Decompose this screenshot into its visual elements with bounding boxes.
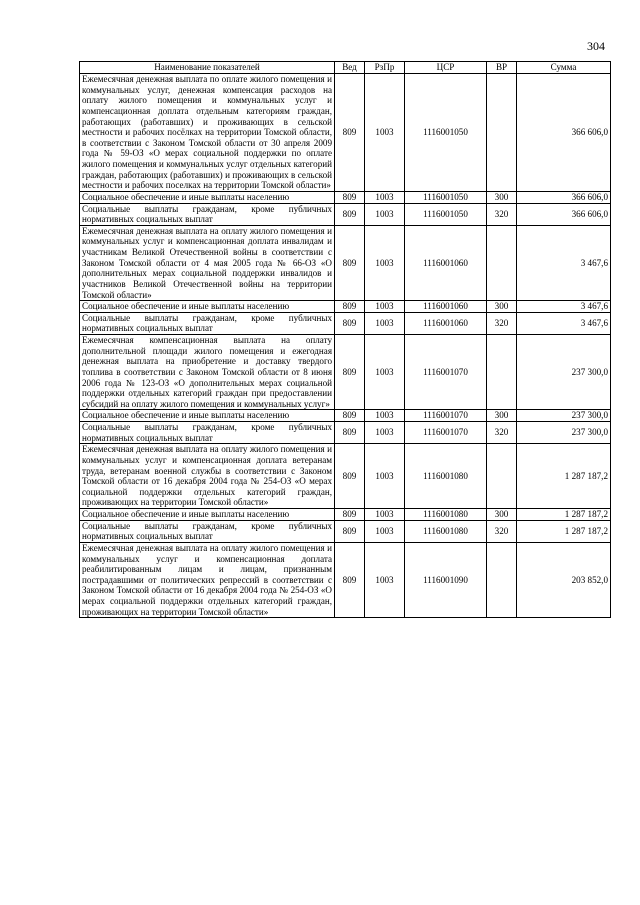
cell-name: Социальное обеспечение и иные выплаты населению: [80, 191, 335, 203]
cell-name: Социальные выплаты гражданам, кроме публичных нормативных социальных выплат: [80, 203, 335, 225]
cell-csr: 1116001050: [405, 203, 487, 225]
cell-csr: 1116001060: [405, 225, 487, 300]
cell-sum: 1 287 187,2: [517, 520, 611, 542]
cell-csr: 1116001050: [405, 74, 487, 192]
table-row: [80, 542, 611, 617]
header-csr: ЦСР: [405, 62, 487, 74]
cell-vr: 320: [487, 312, 517, 334]
header-vr: ВР: [487, 62, 517, 74]
cell-rzpr: 1003: [365, 312, 405, 334]
cell-ved: 809: [335, 542, 365, 617]
cell-rzpr: 1003: [365, 509, 405, 521]
cell-vr: [487, 74, 517, 192]
cell-sum: 203 852,0: [517, 542, 611, 617]
cell-name: Ежемесячная компенсационная выплата на оплату дополнительной площади жилого помещения и ежегодная денежная выплата на приобретение и доставку твердого топлива в соответствии с Законом Томской области от 8 июня 2006 года № 123-ОЗ «О дополнительных мерах социальной поддержки отдельных категорий граждан при предоставлении субсидий на оплату жилого помещения и коммунальных услуг»: [80, 335, 335, 410]
cell-vr: 320: [487, 422, 517, 444]
cell-csr: 1116001080: [405, 520, 487, 542]
cell-csr: 1116001060: [405, 312, 487, 334]
cell-vr: 300: [487, 301, 517, 313]
cell-name: Социальные выплаты гражданам, кроме публичных нормативных социальных выплат: [80, 520, 335, 542]
cell-ved: 809: [335, 74, 365, 192]
cell-ved: 809: [335, 422, 365, 444]
cell-sum: 1 287 187,2: [517, 444, 611, 509]
cell-name: Ежемесячная денежная выплата по оплате жилого помещения и коммунальных услуг, денежная компенсация расходов на оплату жилого помещения и коммунальных услуг и компенсационная доплата отдельным категориям граждан, работающих (работавших) и проживающих в сельской местности и рабочих посёлках на территории Томской области, в соответствии с Законом Томской области от 30 апреля 2009 года № 59-ОЗ «О мерах социальной поддержки по оплате жилого помещения и коммунальных услуг отдельных категорий граждан, работающих (работавших) и проживающих в сельской местности и рабочих поселках на территории Томской области»: [80, 74, 335, 192]
cell-rzpr: 1003: [365, 203, 405, 225]
cell-vr: 300: [487, 410, 517, 422]
cell-vr: 300: [487, 191, 517, 203]
cell-vr: 300: [487, 509, 517, 521]
cell-csr: 1116001090: [405, 542, 487, 617]
header-rzpr: РзПр: [365, 62, 405, 74]
cell-csr: 1116001060: [405, 301, 487, 313]
cell-ved: 809: [335, 225, 365, 300]
table-header-row: [80, 62, 611, 74]
cell-ved: 809: [335, 191, 365, 203]
cell-csr: 1116001080: [405, 509, 487, 521]
cell-sum: 366 606,0: [517, 203, 611, 225]
cell-sum: 366 606,0: [517, 74, 611, 192]
cell-sum: 237 300,0: [517, 335, 611, 410]
cell-ved: 809: [335, 203, 365, 225]
cell-rzpr: 1003: [365, 301, 405, 313]
cell-rzpr: 1003: [365, 444, 405, 509]
cell-vr: 320: [487, 520, 517, 542]
cell-sum: 1 287 187,2: [517, 509, 611, 521]
table-row: [80, 203, 611, 225]
cell-sum: 3 467,6: [517, 312, 611, 334]
cell-sum: 3 467,6: [517, 301, 611, 313]
cell-csr: 1116001080: [405, 444, 487, 509]
cell-rzpr: 1003: [365, 335, 405, 410]
cell-vr: 320: [487, 203, 517, 225]
table-row: [80, 509, 611, 521]
table-row: [80, 410, 611, 422]
cell-name: Социальное обеспечение и иные выплаты населению: [80, 509, 335, 521]
cell-csr: 1116001050: [405, 191, 487, 203]
cell-sum: 237 300,0: [517, 422, 611, 444]
cell-rzpr: 1003: [365, 520, 405, 542]
cell-rzpr: 1003: [365, 225, 405, 300]
cell-vr: [487, 444, 517, 509]
budget-table: [79, 61, 611, 618]
cell-ved: 809: [335, 335, 365, 410]
header-sum: Сумма: [517, 62, 611, 74]
cell-name: Социальные выплаты гражданам, кроме публичных нормативных социальных выплат: [80, 422, 335, 444]
cell-vr: [487, 335, 517, 410]
cell-rzpr: 1003: [365, 74, 405, 192]
cell-ved: 809: [335, 301, 365, 313]
table-row: [80, 312, 611, 334]
cell-rzpr: 1003: [365, 410, 405, 422]
table-row: [80, 335, 611, 410]
cell-name: Социальное обеспечение и иные выплаты населению: [80, 301, 335, 313]
cell-name: Социальное обеспечение и иные выплаты населению: [80, 410, 335, 422]
table-row: [80, 422, 611, 444]
cell-csr: 1116001070: [405, 410, 487, 422]
cell-sum: 366 606,0: [517, 191, 611, 203]
cell-ved: 809: [335, 312, 365, 334]
cell-rzpr: 1003: [365, 191, 405, 203]
cell-rzpr: 1003: [365, 542, 405, 617]
cell-vr: [487, 225, 517, 300]
cell-ved: 809: [335, 410, 365, 422]
page-number: 304: [587, 39, 605, 53]
cell-name: Ежемесячная денежная выплата на оплату жилого помещения и коммунальных услуг и компенсационная доплата ветеранам труда, ветеранам военной службы в соответствии с Законом Томской области от 16 декабря 2004 года № 254-ОЗ «О мерах социальной поддержки отдельных категорий граждан, проживающих на территории Томской области»: [80, 444, 335, 509]
cell-vr: [487, 542, 517, 617]
header-ved: Вед: [335, 62, 365, 74]
cell-csr: 1116001070: [405, 335, 487, 410]
cell-ved: 809: [335, 509, 365, 521]
cell-sum: 3 467,6: [517, 225, 611, 300]
cell-csr: 1116001070: [405, 422, 487, 444]
table-row: [80, 225, 611, 300]
cell-rzpr: 1003: [365, 422, 405, 444]
cell-ved: 809: [335, 444, 365, 509]
header-name: Наименование показателей: [80, 62, 335, 74]
cell-sum: 237 300,0: [517, 410, 611, 422]
table-row: [80, 191, 611, 203]
table-row: [80, 74, 611, 192]
cell-name: Ежемесячная денежная выплата на оплату жилого помещения и коммунальных услуг и компенсационная доплата реабилитированным лицам и лицам, признанным пострадавшими от политических репрессий в соответствии с Законом Томской области от 16 декабря 2004 года № 254-ОЗ «О мерах социальной поддержки отдельных категорий граждан, проживающих на территории Томской области»: [80, 542, 335, 617]
table-row: [80, 301, 611, 313]
cell-ved: 809: [335, 520, 365, 542]
table-row: [80, 444, 611, 509]
cell-name: Социальные выплаты гражданам, кроме публичных нормативных социальных выплат: [80, 312, 335, 334]
table-row: [80, 520, 611, 542]
cell-name: Ежемесячная денежная выплата на оплату жилого помещения и коммунальных услуг и компенсационная доплата инвалидам и участникам Великой Отечественной войны в соответствии с Законом Томской области от 4 мая 2005 года № 66-ОЗ «О дополнительных мерах социальной поддержки инвалидов и участников Великой Отечественной войны на территории Томской области»: [80, 225, 335, 300]
